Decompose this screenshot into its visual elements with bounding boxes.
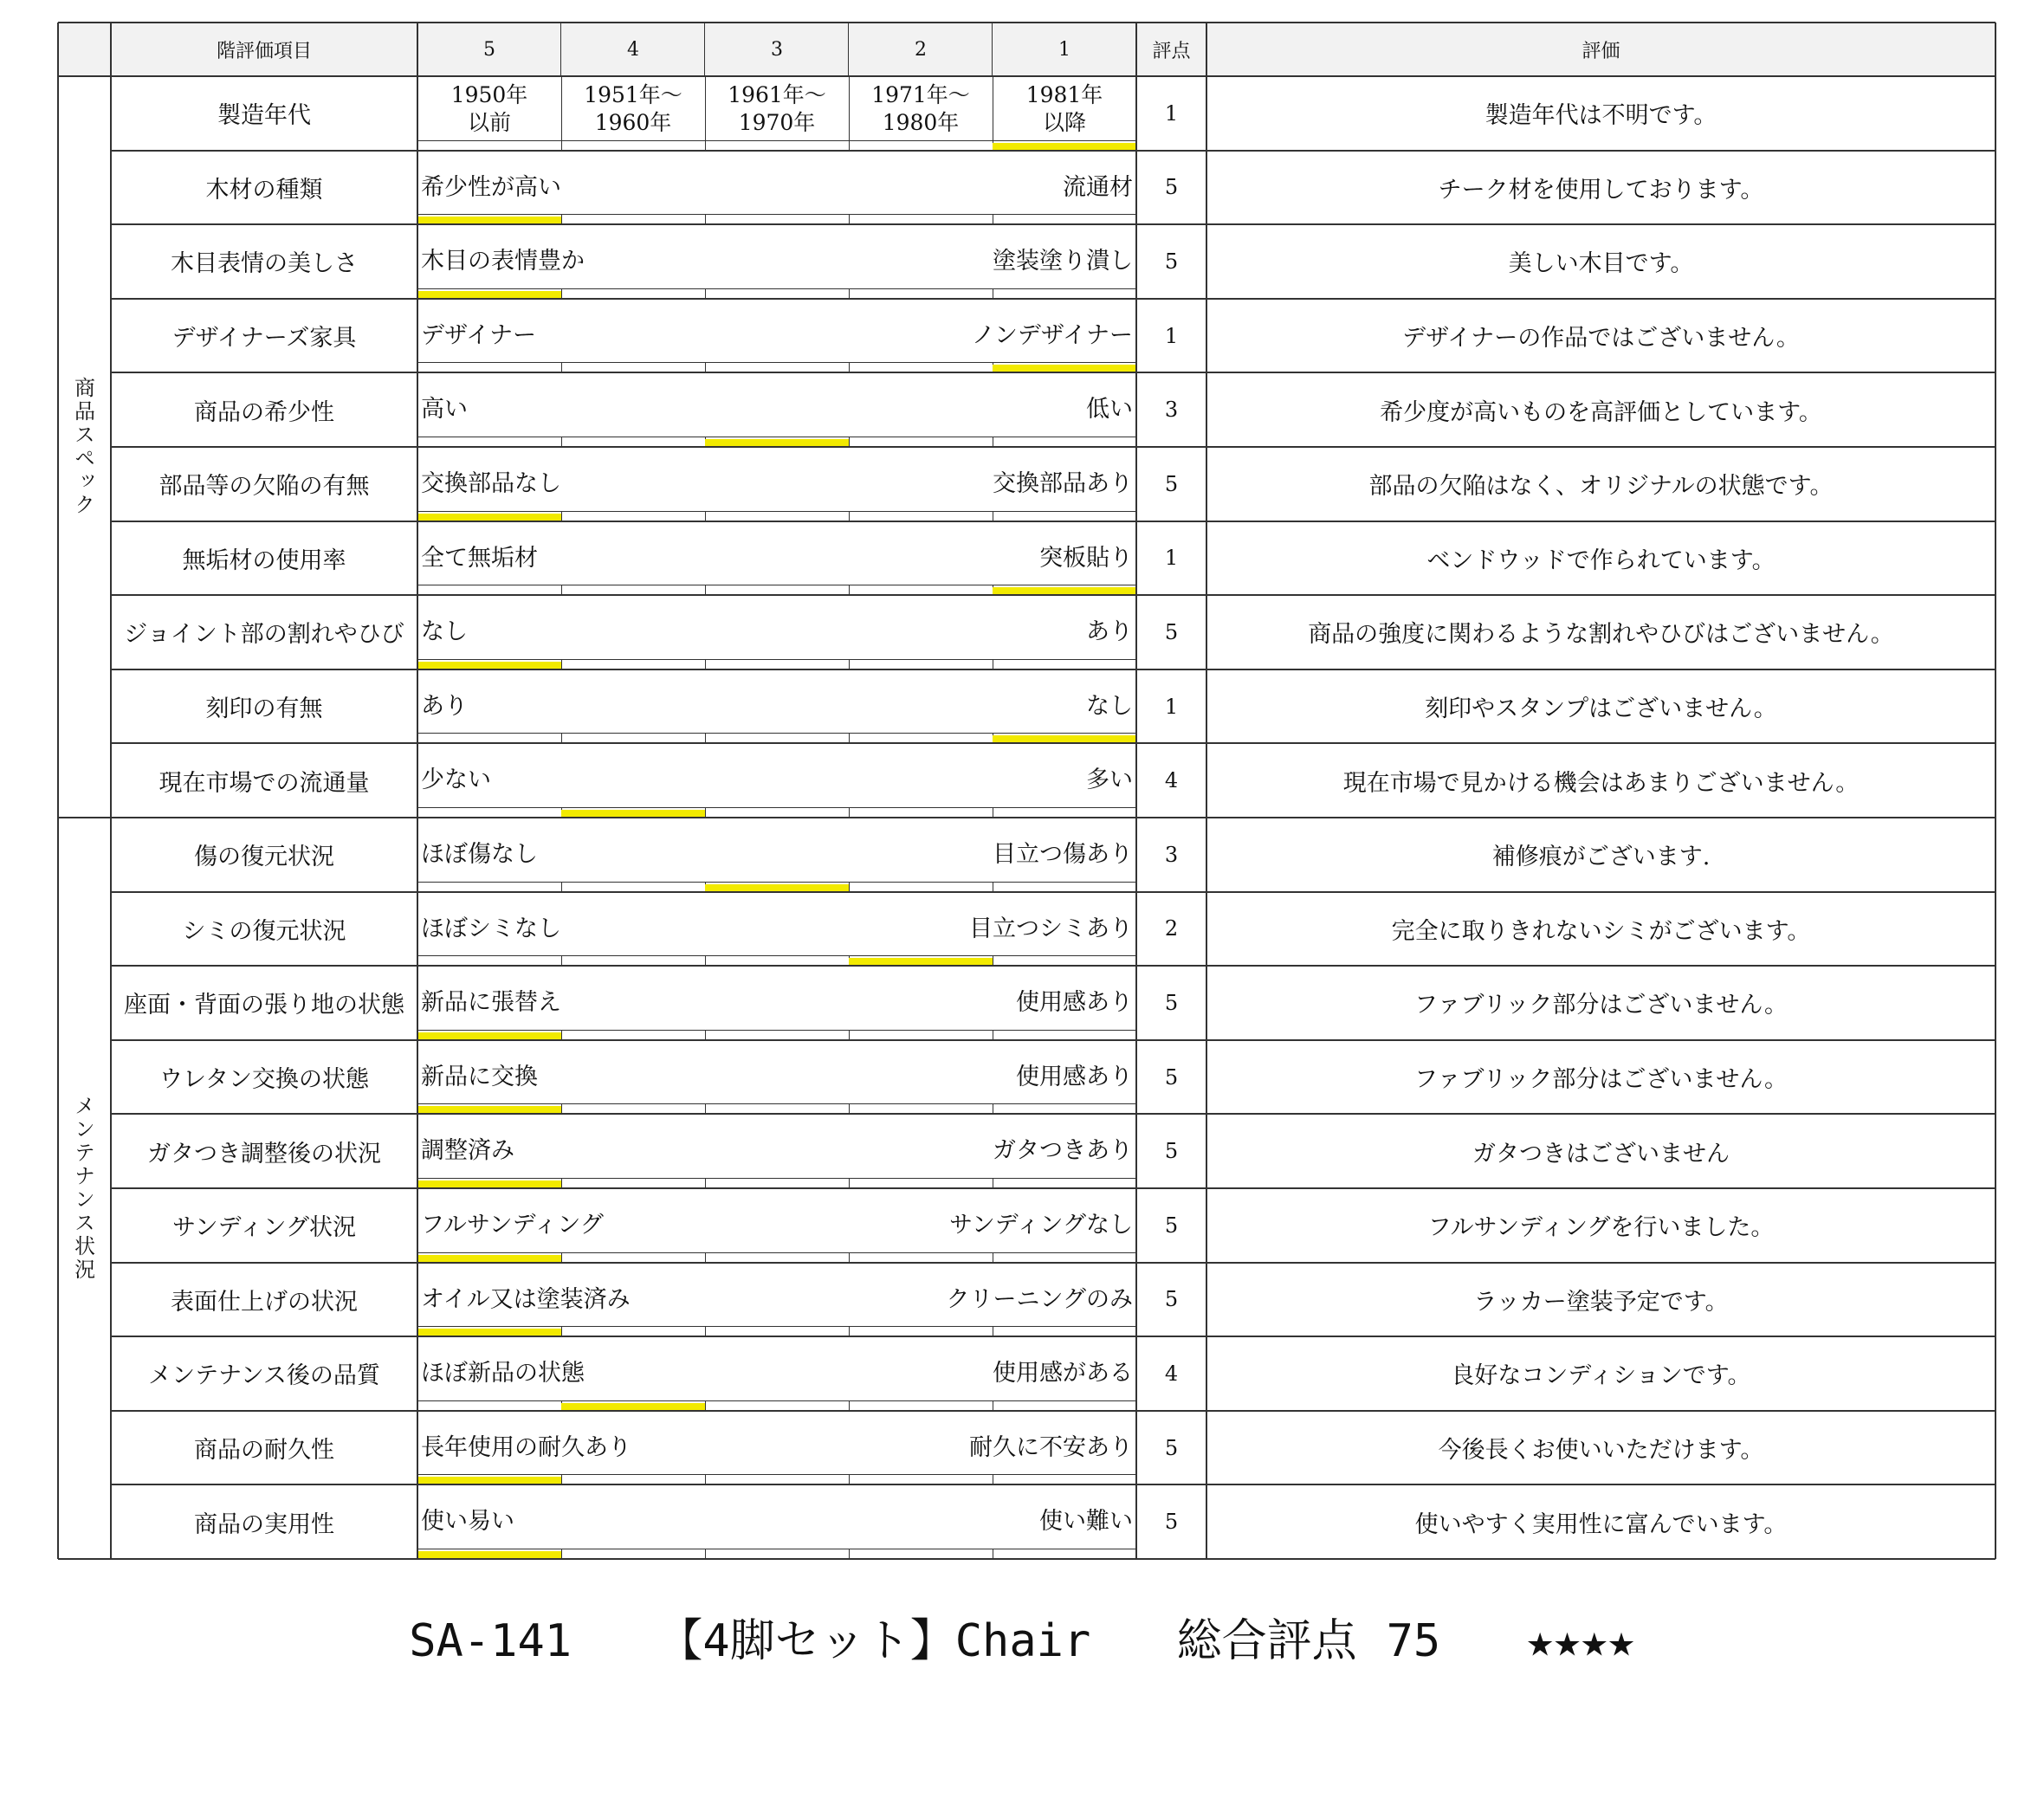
scale-right-label: 使用感あり (1016, 989, 1133, 1017)
rating-marker (417, 1255, 561, 1262)
scale-right-label: なし (1086, 692, 1133, 720)
row-score: 5 (1164, 471, 1179, 496)
scale-left-label: デザイナー (421, 321, 537, 349)
scale-left-label: なし (421, 618, 468, 646)
year-divider (561, 76, 562, 140)
scale-left-label: ほぼシミなし (421, 915, 561, 942)
rating-marker (849, 958, 993, 965)
row-comment: ラッカー塗装予定です。 (1473, 1288, 1729, 1316)
header-item-column: 階評価項目 (216, 40, 312, 62)
row-item-label: 刻印の有無 (205, 695, 323, 723)
scale-left-label: 希少性が高い (421, 173, 561, 201)
row-score: 5 (1164, 1213, 1179, 1238)
row-divider (58, 1558, 1995, 1560)
year-range-label: 1961年〜 1970年 (728, 82, 826, 135)
scale-right-label: 使い難い (1039, 1508, 1133, 1536)
row-comment: 完全に取りきれないシミがございます。 (1391, 917, 1811, 945)
scale-left-label: 調整済み (421, 1137, 514, 1165)
row-item-label: 現在市場での流通量 (158, 769, 370, 797)
rating-marker (417, 1032, 561, 1039)
rating-marker (561, 810, 705, 817)
scale-baseline (417, 362, 1136, 363)
scale-right-label: クリーニングのみ (946, 1285, 1133, 1313)
scale-right-label: 流通材 (1063, 173, 1133, 201)
scale-left-label: 全て無垢材 (421, 544, 538, 572)
header-level-5: 5 (483, 38, 495, 61)
column-divider (1995, 23, 1996, 1559)
row-item-label: 商品の希少性 (194, 398, 334, 426)
table-rule (58, 75, 1995, 77)
year-divider (849, 76, 850, 140)
scale-baseline (417, 882, 1136, 883)
row-item-label: 表面仕上げの状況 (171, 1288, 358, 1316)
group-label-spec: 商品スペック (70, 377, 95, 517)
row-score: 5 (1164, 175, 1179, 200)
row-item-label: 傷の復元状況 (194, 844, 334, 871)
row-comment: 製造年代は不明です。 (1484, 102, 1717, 130)
scale-baseline (417, 1326, 1136, 1327)
row-score: 1 (1164, 100, 1179, 126)
scale-right-label: 目立つ傷あり (993, 841, 1133, 868)
row-item-label: 木材の種類 (205, 176, 323, 204)
scale-baseline (417, 733, 1136, 734)
year-range-label: 1971年〜 1980年 (871, 82, 970, 135)
row-score: 1 (1164, 694, 1179, 719)
scale-left-label: 新品に張替え (421, 989, 561, 1017)
scale-left-label: 木目の表情豊か (421, 248, 585, 275)
row-comment: ベンドウッドで作られています。 (1426, 547, 1776, 574)
scale-right-label: 多い (1086, 766, 1133, 794)
row-item-label: サンディング状況 (172, 1214, 356, 1242)
summary-line (0, 1604, 2044, 1669)
header-level-1: 1 (1058, 38, 1071, 61)
evaluation-table (58, 23, 1995, 1559)
row-comment: ファブリック部分はございません。 (1414, 992, 1788, 1019)
rating-marker (561, 1403, 705, 1410)
row-comment: デザイナーの作品ではございません。 (1402, 325, 1800, 352)
row-score: 4 (1164, 1361, 1179, 1386)
row-comment: 刻印やスタンプはございません。 (1425, 695, 1777, 723)
header-level-2: 2 (915, 38, 927, 61)
scale-left-label: 高い (421, 396, 468, 424)
product-name: 【4脚セット】Chair (657, 1615, 1091, 1667)
scale-right-label: 使用感あり (1016, 1063, 1133, 1090)
row-comment: ガタつきはございません (1472, 1140, 1730, 1167)
row-comment: 部品の欠陥はなく、オリジナルの状態です。 (1368, 473, 1834, 501)
row-score: 5 (1164, 1435, 1179, 1460)
header-comment-column: 評価 (1582, 40, 1620, 62)
row-item-label: 商品の実用性 (194, 1510, 334, 1538)
header-level-divider (992, 23, 993, 76)
row-comment: チーク材を使用しております。 (1438, 176, 1764, 204)
column-divider (1135, 23, 1137, 1559)
row-score: 5 (1164, 1064, 1179, 1090)
scale-right-label: 使用感がある (993, 1360, 1133, 1387)
scale-right-label: ノンデザイナー (971, 321, 1133, 349)
row-score: 5 (1164, 249, 1179, 274)
row-comment: 商品の強度に関わるような割れやひびはございません。 (1308, 621, 1894, 649)
row-item-label: デザイナーズ家具 (171, 325, 357, 352)
row-comment: 使いやすく実用性に富んでいます。 (1414, 1510, 1788, 1538)
scale-right-label: サンディングなし (949, 1212, 1133, 1239)
scale-right-label: ガタつきあり (993, 1137, 1133, 1165)
scale-baseline (417, 955, 1136, 956)
row-item-label: ウレタン交換の状態 (159, 1066, 369, 1094)
row-score: 4 (1164, 768, 1179, 793)
scale-right-label: 耐久に不安あり (969, 1433, 1133, 1461)
row-score: 5 (1164, 1510, 1179, 1535)
row-item-label: メンテナンス後の品質 (148, 1362, 380, 1390)
header-level-3: 3 (771, 38, 783, 61)
rating-marker (417, 1329, 561, 1336)
scale-baseline (417, 214, 1136, 215)
table-rule (58, 22, 1995, 23)
year-range-label: 1981年 以降 (1025, 82, 1103, 135)
star-rating: ★★★★ (1526, 1615, 1635, 1667)
rating-marker (417, 1477, 561, 1484)
scale-right-label: 塗装塗り潰し (993, 248, 1133, 275)
scale-baseline (417, 1178, 1136, 1179)
header-level-divider (704, 23, 705, 76)
row-item-label: 製造年代 (217, 102, 311, 130)
scale-baseline (417, 1252, 1136, 1253)
row-comment: 現在市場で見かける機会はあまりございません。 (1342, 769, 1860, 797)
column-divider (110, 23, 112, 1559)
group-label-maintenance: メンテナンス状況 (70, 1095, 95, 1282)
row-item-label: ガタつき調整後の状況 (147, 1140, 381, 1167)
year-range-label: 1951年〜 1960年 (584, 82, 682, 135)
header-level-divider (848, 23, 849, 76)
rating-marker (417, 1180, 561, 1187)
row-score: 5 (1164, 619, 1179, 644)
row-item-label: シミの復元状況 (182, 917, 346, 945)
row-score: 3 (1164, 842, 1179, 867)
rating-marker (417, 291, 561, 298)
rating-marker (417, 1551, 561, 1558)
rating-marker (993, 587, 1136, 594)
rating-marker (417, 1106, 561, 1113)
column-divider (57, 23, 59, 1559)
column-divider (1206, 23, 1207, 1559)
rating-marker (417, 514, 561, 521)
row-score: 1 (1164, 323, 1179, 348)
row-item-label: 座面・背面の張り地の状態 (124, 992, 404, 1019)
scale-left-label: 長年使用の耐久あり (421, 1433, 631, 1461)
scale-baseline (417, 140, 1136, 141)
year-divider (705, 76, 706, 140)
row-score: 5 (1164, 1139, 1179, 1164)
scale-left-label: 少ない (421, 766, 491, 794)
product-code: SA-141 (409, 1615, 572, 1667)
row-comment: 今後長くお使いいただけます。 (1438, 1437, 1764, 1465)
scale-baseline (417, 1474, 1136, 1475)
row-comment: 補修痕がございます. (1491, 844, 1711, 871)
scale-baseline (417, 659, 1136, 660)
scale-baseline (417, 511, 1136, 512)
header-level-divider (560, 23, 561, 76)
rating-marker (993, 143, 1136, 150)
scale-left-label: オイル又は塗装済み (421, 1285, 631, 1313)
total-score-label: 総合評点 (1176, 1615, 1357, 1667)
scale-right-label: 目立つシミあり (969, 915, 1133, 942)
scale-left-label: あり (421, 692, 468, 720)
scale-left-label: 交換部品なし (421, 470, 561, 497)
row-item-label: ジョイント部の割れやひび (124, 621, 404, 649)
year-range-label: 1950年 以前 (450, 82, 528, 135)
row-comment: ファブリック部分はございません。 (1414, 1066, 1788, 1094)
row-comment: フルサンディングを行いました。 (1427, 1214, 1775, 1242)
scale-left-label: フルサンディング (421, 1212, 604, 1239)
scale-baseline (417, 807, 1136, 808)
row-score: 5 (1164, 990, 1179, 1015)
row-comment: 良好なコンディションです。 (1451, 1362, 1751, 1390)
scale-baseline (417, 288, 1136, 289)
row-item-label: 無垢材の使用率 (182, 547, 346, 574)
row-score: 2 (1164, 916, 1179, 941)
scale-left-label: ほぼ傷なし (421, 841, 538, 868)
rating-marker (993, 735, 1136, 742)
row-item-label: 商品の耐久性 (194, 1437, 334, 1465)
row-score: 3 (1164, 398, 1179, 423)
column-divider (417, 23, 418, 1559)
scale-left-label: 使い易い (421, 1508, 514, 1536)
rating-marker (417, 217, 561, 223)
row-score: 5 (1164, 1287, 1179, 1312)
row-comment: 希少度が高いものを高評価としています。 (1380, 398, 1822, 426)
scale-right-label: 交換部品あり (993, 470, 1133, 497)
header-level-4: 4 (627, 38, 639, 61)
scale-baseline (417, 1103, 1136, 1104)
row-item-label: 部品等の欠陥の有無 (158, 473, 370, 501)
row-item-label: 木目表情の美しさ (171, 250, 358, 278)
scale-left-label: ほぼ新品の状態 (421, 1360, 585, 1387)
rating-marker (993, 365, 1136, 372)
scale-right-label: 低い (1086, 396, 1133, 424)
total-score: 75 (1386, 1615, 1441, 1667)
scale-right-label: 突板貼り (1039, 544, 1133, 572)
rating-marker (705, 439, 849, 446)
row-comment: 美しい木目です。 (1508, 250, 1694, 278)
rating-marker (417, 662, 561, 669)
scale-right-label: あり (1086, 618, 1133, 646)
scale-baseline (417, 1400, 1136, 1401)
scale-left-label: 新品に交換 (421, 1063, 538, 1090)
scale-baseline (417, 1030, 1136, 1031)
header-score-column: 評点 (1152, 40, 1191, 62)
row-score: 1 (1164, 546, 1179, 571)
rating-marker (705, 884, 849, 891)
